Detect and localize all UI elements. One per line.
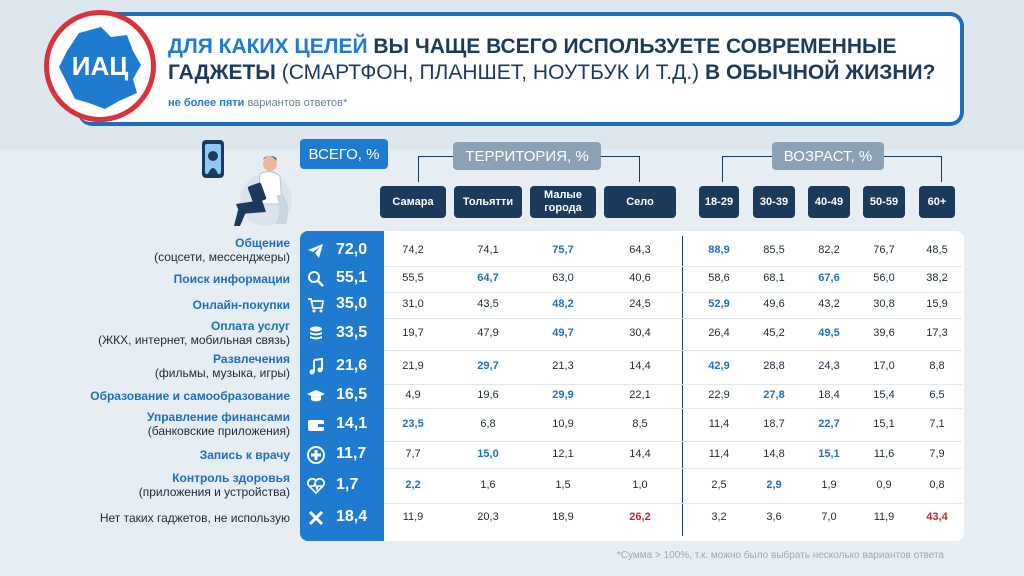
table-cell: 64,7 bbox=[477, 272, 499, 284]
table-cell: 23,5 bbox=[402, 417, 424, 430]
table-cell: 56,0 bbox=[873, 272, 895, 284]
territory-header: ТЕРРИТОРИЯ, % bbox=[453, 142, 601, 170]
table-cell: 1,5 bbox=[555, 478, 571, 491]
heart-pulse-icon bbox=[306, 476, 326, 496]
table-cell: 43,2 bbox=[818, 298, 840, 310]
table-cell: 22,9 bbox=[708, 389, 730, 401]
table-cell: 27,8 bbox=[763, 389, 785, 401]
row-separator bbox=[384, 408, 962, 409]
table-cell: 1,0 bbox=[632, 478, 648, 491]
table-cell: 75,7 bbox=[552, 244, 574, 256]
column-header-7: 50-59 bbox=[863, 186, 905, 218]
paper-plane-icon bbox=[306, 241, 326, 261]
table-cell: 14,4 bbox=[629, 360, 651, 372]
row-label-main: Управление финансами bbox=[146, 409, 290, 424]
group-divider bbox=[682, 236, 683, 536]
subtitle-bold: не более пяти bbox=[168, 97, 245, 109]
table-cell: 8,8 bbox=[929, 360, 945, 372]
table-cell: 82,2 bbox=[818, 244, 840, 256]
table-cell: 88,9 bbox=[708, 244, 730, 256]
table-cell: 40,6 bbox=[629, 272, 651, 284]
iac-logo bbox=[44, 10, 156, 122]
table-cell: 19,7 bbox=[402, 327, 424, 339]
table-cell: 11,4 bbox=[708, 447, 730, 460]
column-header-3: Село bbox=[604, 186, 676, 218]
table-cell: 64,3 bbox=[629, 244, 651, 256]
title-end: В ОБЫЧНОЙ ЖИЗНИ? bbox=[699, 61, 936, 84]
coins-icon bbox=[306, 324, 326, 344]
row-label-main: Контроль здоровья bbox=[172, 470, 290, 485]
music-note-icon bbox=[306, 357, 326, 377]
table-cell: 15,0 bbox=[477, 447, 499, 460]
person-with-tablet-illustration bbox=[196, 134, 304, 234]
table-cell: 55,5 bbox=[402, 272, 424, 284]
table-cell: 48,5 bbox=[926, 244, 948, 256]
table-cell: 29,9 bbox=[552, 389, 574, 401]
row-label bbox=[90, 389, 290, 403]
row-separator bbox=[384, 318, 962, 319]
row-label bbox=[200, 448, 290, 462]
age-header: ВОЗРАСТ, % bbox=[772, 142, 884, 170]
table-cell: 68,1 bbox=[763, 272, 785, 284]
row-label-main: Оплата услуг bbox=[211, 319, 290, 333]
total-value: 14,1 bbox=[336, 414, 368, 432]
row-separator bbox=[384, 384, 962, 385]
row-label-main: Развлечения bbox=[213, 352, 290, 366]
table-cell: 7,1 bbox=[929, 417, 945, 430]
table-cell: 11,6 bbox=[873, 447, 895, 460]
table-cell: 49,6 bbox=[763, 298, 785, 310]
row-separator bbox=[384, 468, 962, 469]
row-label bbox=[147, 410, 290, 438]
table-cell: 29,7 bbox=[477, 360, 499, 372]
total-value: 72,0 bbox=[336, 241, 368, 258]
logo-text: ИАЦ bbox=[71, 50, 129, 81]
row-separator bbox=[384, 503, 962, 504]
row-label bbox=[154, 236, 290, 264]
column-header-6: 40-49 bbox=[808, 186, 850, 218]
table-cell: 1,6 bbox=[480, 478, 496, 491]
column-header-4: 18-29 bbox=[699, 186, 739, 218]
table-cell: 10,9 bbox=[552, 417, 574, 430]
table-cell: 3,6 bbox=[766, 511, 782, 523]
table-cell: 24,5 bbox=[629, 298, 651, 310]
table-cell: 22,7 bbox=[818, 417, 840, 430]
row-label bbox=[100, 511, 290, 525]
row-label bbox=[174, 272, 290, 286]
row-label-main: Нет таких гаджетов, не использую bbox=[99, 511, 290, 525]
table-cell: 14,8 bbox=[763, 447, 785, 460]
table-cell: 6,5 bbox=[929, 389, 945, 401]
total-header: ВСЕГО, % bbox=[300, 139, 388, 169]
table-cell: 76,7 bbox=[873, 244, 895, 256]
column-header-1: Тольятти bbox=[454, 186, 522, 218]
wallet-icon bbox=[306, 415, 326, 435]
table-cell: 7,0 bbox=[821, 511, 837, 523]
total-value: 55,1 bbox=[336, 269, 368, 286]
medical-cross-icon bbox=[306, 445, 326, 465]
column-header-2: Малые города bbox=[530, 186, 596, 218]
table-cell: 21,9 bbox=[402, 360, 424, 372]
table-cell: 18,9 bbox=[552, 511, 574, 523]
cross-icon bbox=[306, 508, 326, 528]
table-cell: 22,1 bbox=[629, 389, 651, 401]
column-header-0: Самара bbox=[380, 186, 446, 218]
magnifier-icon bbox=[306, 269, 326, 289]
table-cell: 47,9 bbox=[477, 327, 499, 339]
row-label-sub: (банковские приложения) bbox=[147, 423, 290, 438]
title-parenthetical: (СМАРТФОН, ПЛАНШЕТ, НОУТБУК И Т.Д.) bbox=[275, 61, 700, 84]
table-cell: 49,5 bbox=[818, 327, 840, 339]
table-cell: 18,7 bbox=[763, 417, 785, 430]
table-cell: 30,8 bbox=[873, 298, 895, 310]
table-cell: 19,6 bbox=[477, 389, 499, 401]
table-cell: 3,2 bbox=[711, 511, 727, 523]
row-label-sub: (ЖКХ, интернет, мобильная связь) bbox=[98, 333, 290, 347]
table-cell: 48,2 bbox=[552, 298, 574, 310]
title-highlight: ДЛЯ КАКИХ ЦЕЛЕЙ bbox=[168, 35, 368, 58]
table-cell: 28,8 bbox=[763, 360, 785, 372]
row-label-main: Общение bbox=[235, 236, 290, 250]
row-label-main: Образование и самообразование bbox=[90, 389, 290, 403]
table-cell: 2,9 bbox=[766, 478, 782, 491]
row-label-main: Поиск информации bbox=[173, 272, 290, 286]
table-cell: 15,1 bbox=[873, 417, 895, 430]
table-cell: 14,4 bbox=[629, 447, 651, 460]
subtitle bbox=[168, 97, 347, 109]
table-cell: 26,4 bbox=[708, 327, 730, 339]
total-value: 21,6 bbox=[336, 357, 368, 374]
row-label bbox=[139, 471, 290, 499]
table-cell: 74,1 bbox=[477, 244, 499, 256]
cart-icon bbox=[306, 295, 326, 315]
subtitle-rest: вариантов ответов* bbox=[244, 97, 348, 109]
table-cell: 0,9 bbox=[876, 478, 892, 491]
table-cell: 15,9 bbox=[926, 298, 948, 310]
table-cell: 18,4 bbox=[818, 389, 840, 401]
table-cell: 67,6 bbox=[818, 272, 840, 284]
row-separator bbox=[384, 266, 962, 267]
table-cell: 45,2 bbox=[763, 327, 785, 339]
table-cell: 31,0 bbox=[402, 298, 424, 310]
table-cell: 0,8 bbox=[929, 478, 945, 491]
table-cell: 11,4 bbox=[708, 417, 730, 430]
row-separator bbox=[384, 441, 962, 442]
row-separator bbox=[384, 292, 962, 293]
table-cell: 17,0 bbox=[873, 360, 895, 372]
total-value: 18,4 bbox=[336, 508, 368, 525]
row-label bbox=[98, 319, 290, 347]
table-cell: 12,1 bbox=[552, 447, 574, 460]
footnote: *Сумма > 100%, т.к. можно было выбрать несколько вариантов ответа bbox=[616, 550, 944, 561]
table-cell: 74,2 bbox=[402, 244, 424, 256]
total-value: 35,0 bbox=[336, 295, 368, 312]
table-cell: 11,9 bbox=[402, 511, 424, 523]
total-value: 11,7 bbox=[336, 444, 367, 462]
table-cell: 17,3 bbox=[926, 327, 948, 339]
column-header-8: 60+ bbox=[919, 186, 955, 218]
table-cell: 2,2 bbox=[405, 478, 421, 491]
page-title bbox=[168, 34, 948, 86]
table-cell: 6,8 bbox=[480, 417, 496, 430]
total-value: 16,5 bbox=[336, 386, 368, 403]
table-cell: 21,3 bbox=[552, 360, 574, 372]
row-label-sub: (соцсети, мессенджеры) bbox=[154, 250, 290, 264]
row-label-sub: (фильмы, музыка, игры) bbox=[154, 366, 290, 380]
table-cell: 24,3 bbox=[818, 360, 840, 372]
table-cell: 7,9 bbox=[929, 447, 945, 460]
table-cell: 38,2 bbox=[926, 272, 948, 284]
table-cell: 15,1 bbox=[818, 447, 840, 460]
row-label-sub: (приложения и устройства) bbox=[138, 484, 290, 499]
title-main: ВЫ ЧАЩЕ ВСЕГО ИСПОЛЬЗУЕТЕ СОВРЕМЕННЫЕ ГАДЖЕТЫ bbox=[168, 35, 897, 84]
row-label-main: Запись к врачу bbox=[199, 447, 290, 462]
table-cell: 4,9 bbox=[405, 389, 421, 401]
total-value: 33,5 bbox=[336, 324, 368, 341]
table-cell: 49,7 bbox=[552, 327, 574, 339]
row-label bbox=[193, 298, 290, 312]
table-cell: 43,4 bbox=[926, 511, 948, 523]
table-cell: 63,0 bbox=[552, 272, 574, 284]
row-label-main: Онлайн-покупки bbox=[192, 298, 290, 312]
table-cell: 42,9 bbox=[708, 360, 730, 372]
graduation-cap-icon bbox=[306, 386, 326, 406]
table-cell: 58,6 bbox=[708, 272, 730, 284]
total-value: 1,7 bbox=[336, 475, 359, 493]
table-cell: 2,5 bbox=[711, 478, 727, 491]
table-cell: 8,5 bbox=[632, 417, 648, 430]
table-cell: 85,5 bbox=[763, 244, 785, 256]
table-cell: 52,9 bbox=[708, 298, 730, 310]
table-cell: 43,5 bbox=[477, 298, 499, 310]
column-header-5: 30-39 bbox=[753, 186, 795, 218]
table-cell: 30,4 bbox=[629, 327, 651, 339]
table-cell: 20,3 bbox=[477, 511, 499, 523]
row-separator bbox=[384, 350, 962, 351]
table-cell: 26,2 bbox=[629, 511, 651, 523]
table-cell: 15,4 bbox=[873, 389, 895, 401]
table-cell: 1,9 bbox=[821, 478, 837, 491]
table-cell: 11,9 bbox=[873, 511, 895, 523]
table-cell: 7,7 bbox=[405, 447, 421, 460]
row-label bbox=[155, 352, 290, 380]
table-cell: 39,6 bbox=[873, 327, 895, 339]
